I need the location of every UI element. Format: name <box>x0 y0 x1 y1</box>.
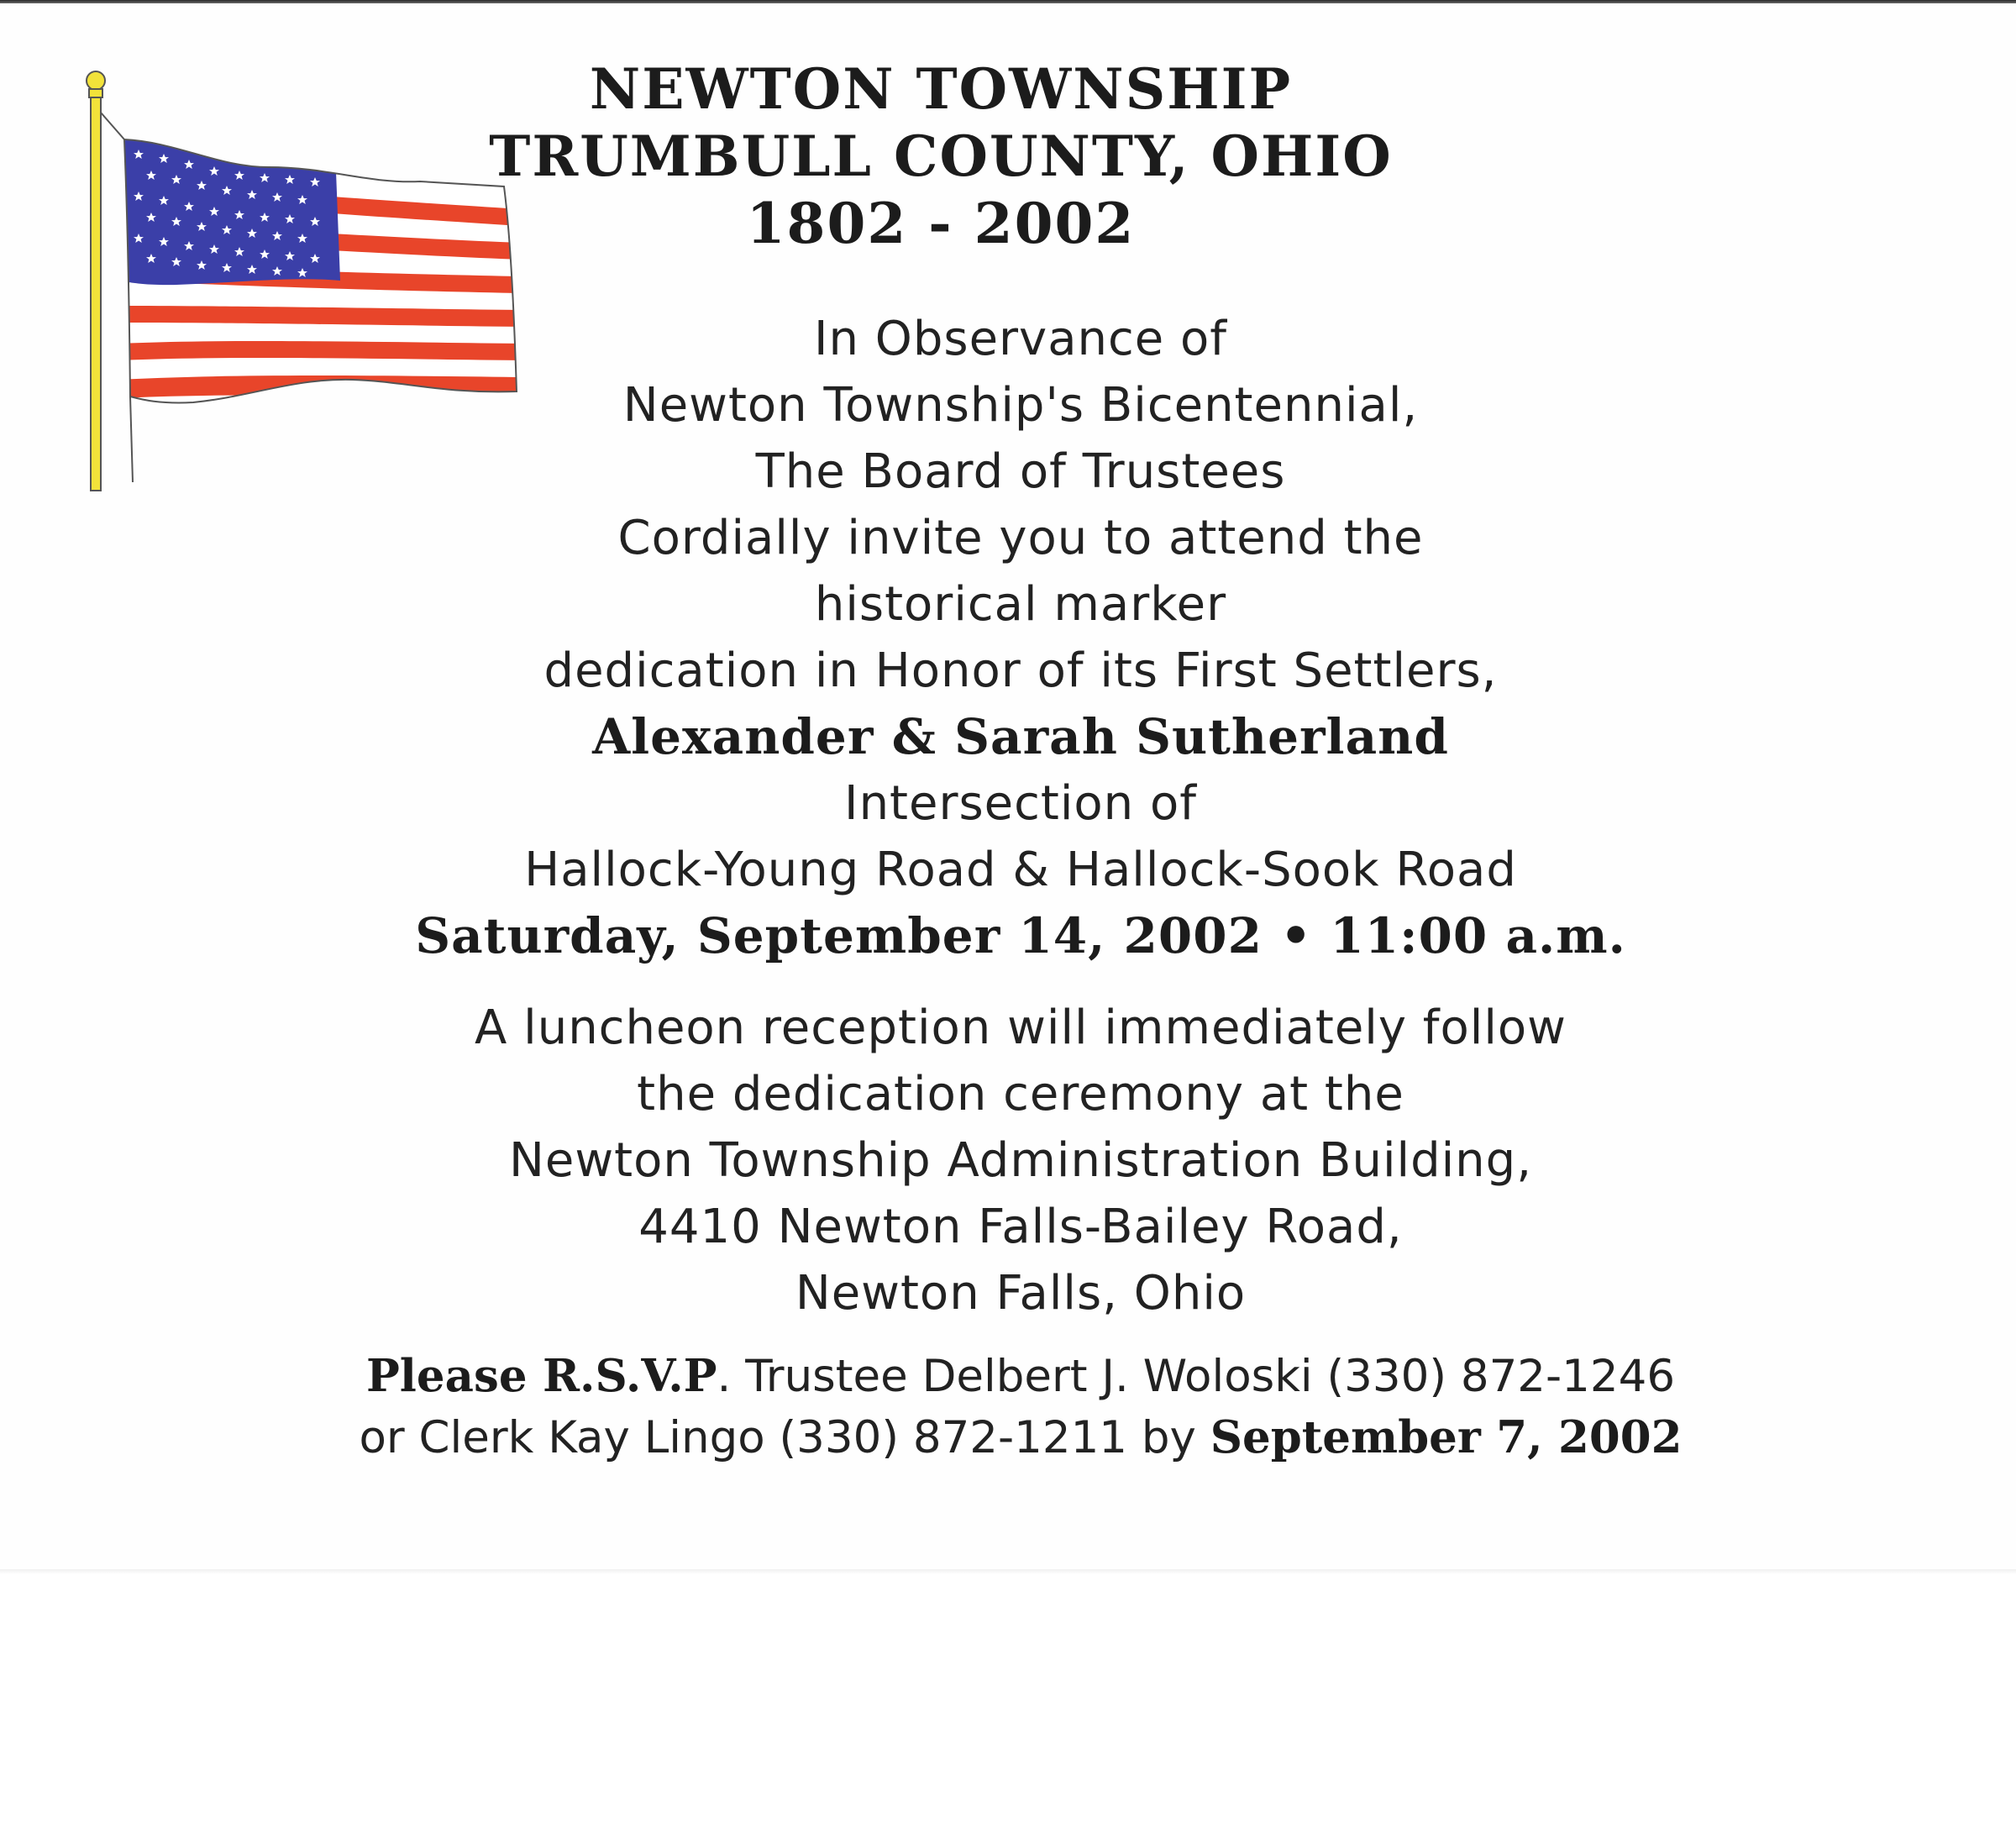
rsvp-deadline: September 7, 2002 <box>1210 1411 1683 1463</box>
title-township: NEWTON TOWNSHIP <box>589 56 1293 122</box>
title-years: 1802 - 2002 <box>746 191 1136 256</box>
bicentennial-line: Newton Township's Bicentennial, <box>622 378 1419 433</box>
reception-city: Newton Falls, Ohio <box>795 1266 1247 1321</box>
marker-line: historical marker <box>814 577 1227 632</box>
reception-address: 4410 Newton Falls-Bailey Road, <box>638 1200 1403 1254</box>
observance-line: In Observance of <box>813 312 1228 366</box>
rsvp-label: Please R.S.V.P <box>365 1350 717 1402</box>
board-line: The Board of Trustees <box>755 444 1286 499</box>
flag-canton <box>118 134 340 285</box>
roads-line: Hallock-Young Road & Hallock-Sook Road <box>524 843 1517 897</box>
reception-building: Newton Township Administration Building, <box>508 1133 1533 1188</box>
rsvp-clerk-contact: or Clerk Kay Lingo (330) 872-1211 by <box>359 1412 1210 1463</box>
reception-line-2: the dedication ceremony at the <box>637 1067 1404 1121</box>
reception-line-1: A luncheon reception will immediately follow <box>475 1001 1567 1055</box>
rsvp-block <box>210 1346 1831 1468</box>
invitation-body <box>210 306 1831 969</box>
dedication-line: dedication in Honor of its First Settlers, <box>543 643 1498 698</box>
rsvp-line-2 <box>210 1407 1831 1468</box>
invitation-card <box>0 3 2016 1573</box>
title-county: TRUMBULL COUNTY, OHIO <box>489 123 1393 189</box>
reception-block <box>210 995 1831 1326</box>
flag-pole <box>91 87 101 491</box>
rsvp-trustee-contact: . Trustee Delbert J. Woloski (330) 872-1246 <box>717 1351 1676 1402</box>
flag-pole-finial <box>87 71 105 90</box>
rsvp-line-1 <box>210 1346 1831 1407</box>
honorees-line: Alexander & Sarah Sutherland <box>592 708 1449 765</box>
event-datetime: Saturday, September 14, 2002 • 11:00 a.m. <box>415 907 1626 964</box>
invite-line: Cordially invite you to attend the <box>617 511 1424 565</box>
title-block <box>353 55 1529 257</box>
card-edge-shadow <box>0 1569 2016 1574</box>
intersection-line: Intersection of <box>844 776 1197 831</box>
